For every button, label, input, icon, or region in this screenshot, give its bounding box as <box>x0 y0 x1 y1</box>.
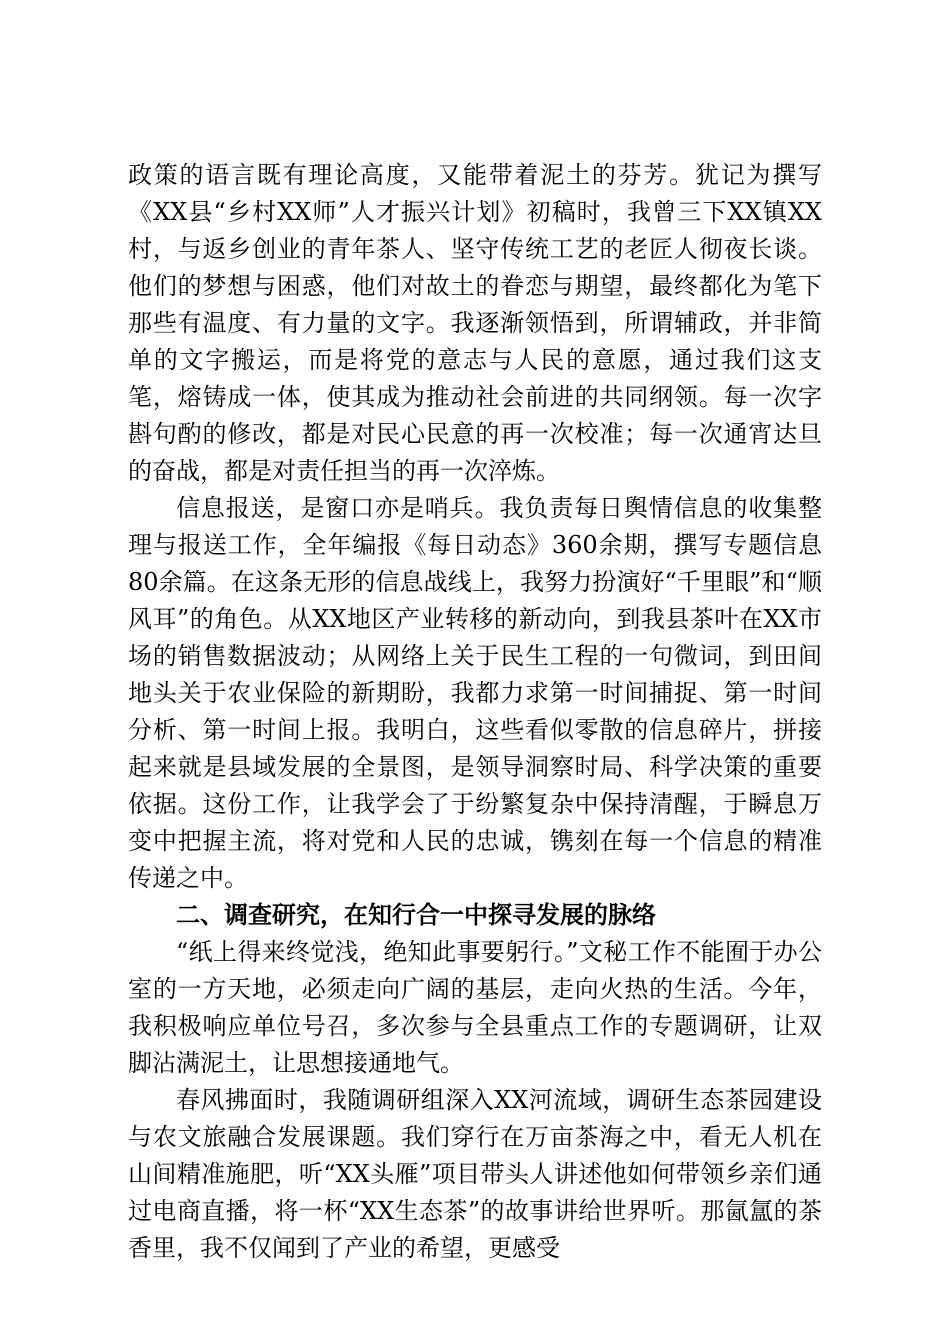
paragraph-policy-language: 政策的语言既有理论高度，又能带着泥土的芬芳。犹记为撰写《XX县“乡村XX师”人才振兴计划》初稿时，我曾三下XX镇XX村，与返乡创业的青年茶人、坚守传统工艺的老匠人彻夜长谈。他们的梦想与困惑，他们对故土的眷恋与期望，最终都化为笔下那些有温度、有力量的文字。我逐渐领悟到，所谓辅政，并非简单的文字搬运，而是将党的意志与人民的意愿，通过我们这支笔，熔铸成一体，使其成为推动社会前进的共同纲领。每一次字斟句酌的修改，都是对民心民意的再一次校准；每一次通宵达旦的奋战，都是对责任担当的再一次淬炼。 <box>128 161 822 485</box>
document-body <box>128 157 822 1267</box>
paragraph-tea-garden-research: 春风拂面时，我随调研组深入XX河流域，调研生态茶园建设与农文旅融合发展课题。我们穿行在万亩茶海之中，看无人机在山间精准施肥，听“XX头雁”项目带头人讲述他如何带领乡亲们通过电商直播，将一杯“XX生态茶”的故事讲给世界听。那氤氲的茶香里，我不仅闻到了产业的希望，更感受 <box>128 1086 822 1262</box>
paragraph-field-research-intro: “纸上得来终觉浅，绝知此事要躬行。”文秘工作不能囿于办公室的一方天地，必须走向广阔的基层，走向火热的生活。今年，我积极响应单位号召，多次参与全县重点工作的专题调研，让双脚沾满泥土，让思想接通地气。 <box>128 938 822 1077</box>
section-heading: 二、调查研究，在知行合一中探寻发展的脉络 <box>176 901 656 929</box>
paragraph-information-reporting: 信息报送，是窗口亦是哨兵。我负责每日舆情信息的收集整理与报送工作，全年编报《每日动态》360余期，撰写专题信息80余篇。在这条无形的信息战线上，我努力扮演好“千里眼”和“顺风耳”的角色。从XX地区产业转移的新动向，到我县茶叶在XX市场的销售数据波动；从网络上关于民生工程的一句微词，到田间地头关于农业保险的新期盼，我都力求第一时间捕捉、第一时间分析、第一时间上报。我明白，这些看似零散的信息碎片，拼接起来就是县域发展的全景图，是领导洞察时局、科学决策的重要依据。这份工作，让我学会了于纷繁复杂中保持清醒，于瞬息万变中把握主流，将对党和人民的忠诚，镌刻在每一个信息的精准传递之中。 <box>128 494 822 892</box>
